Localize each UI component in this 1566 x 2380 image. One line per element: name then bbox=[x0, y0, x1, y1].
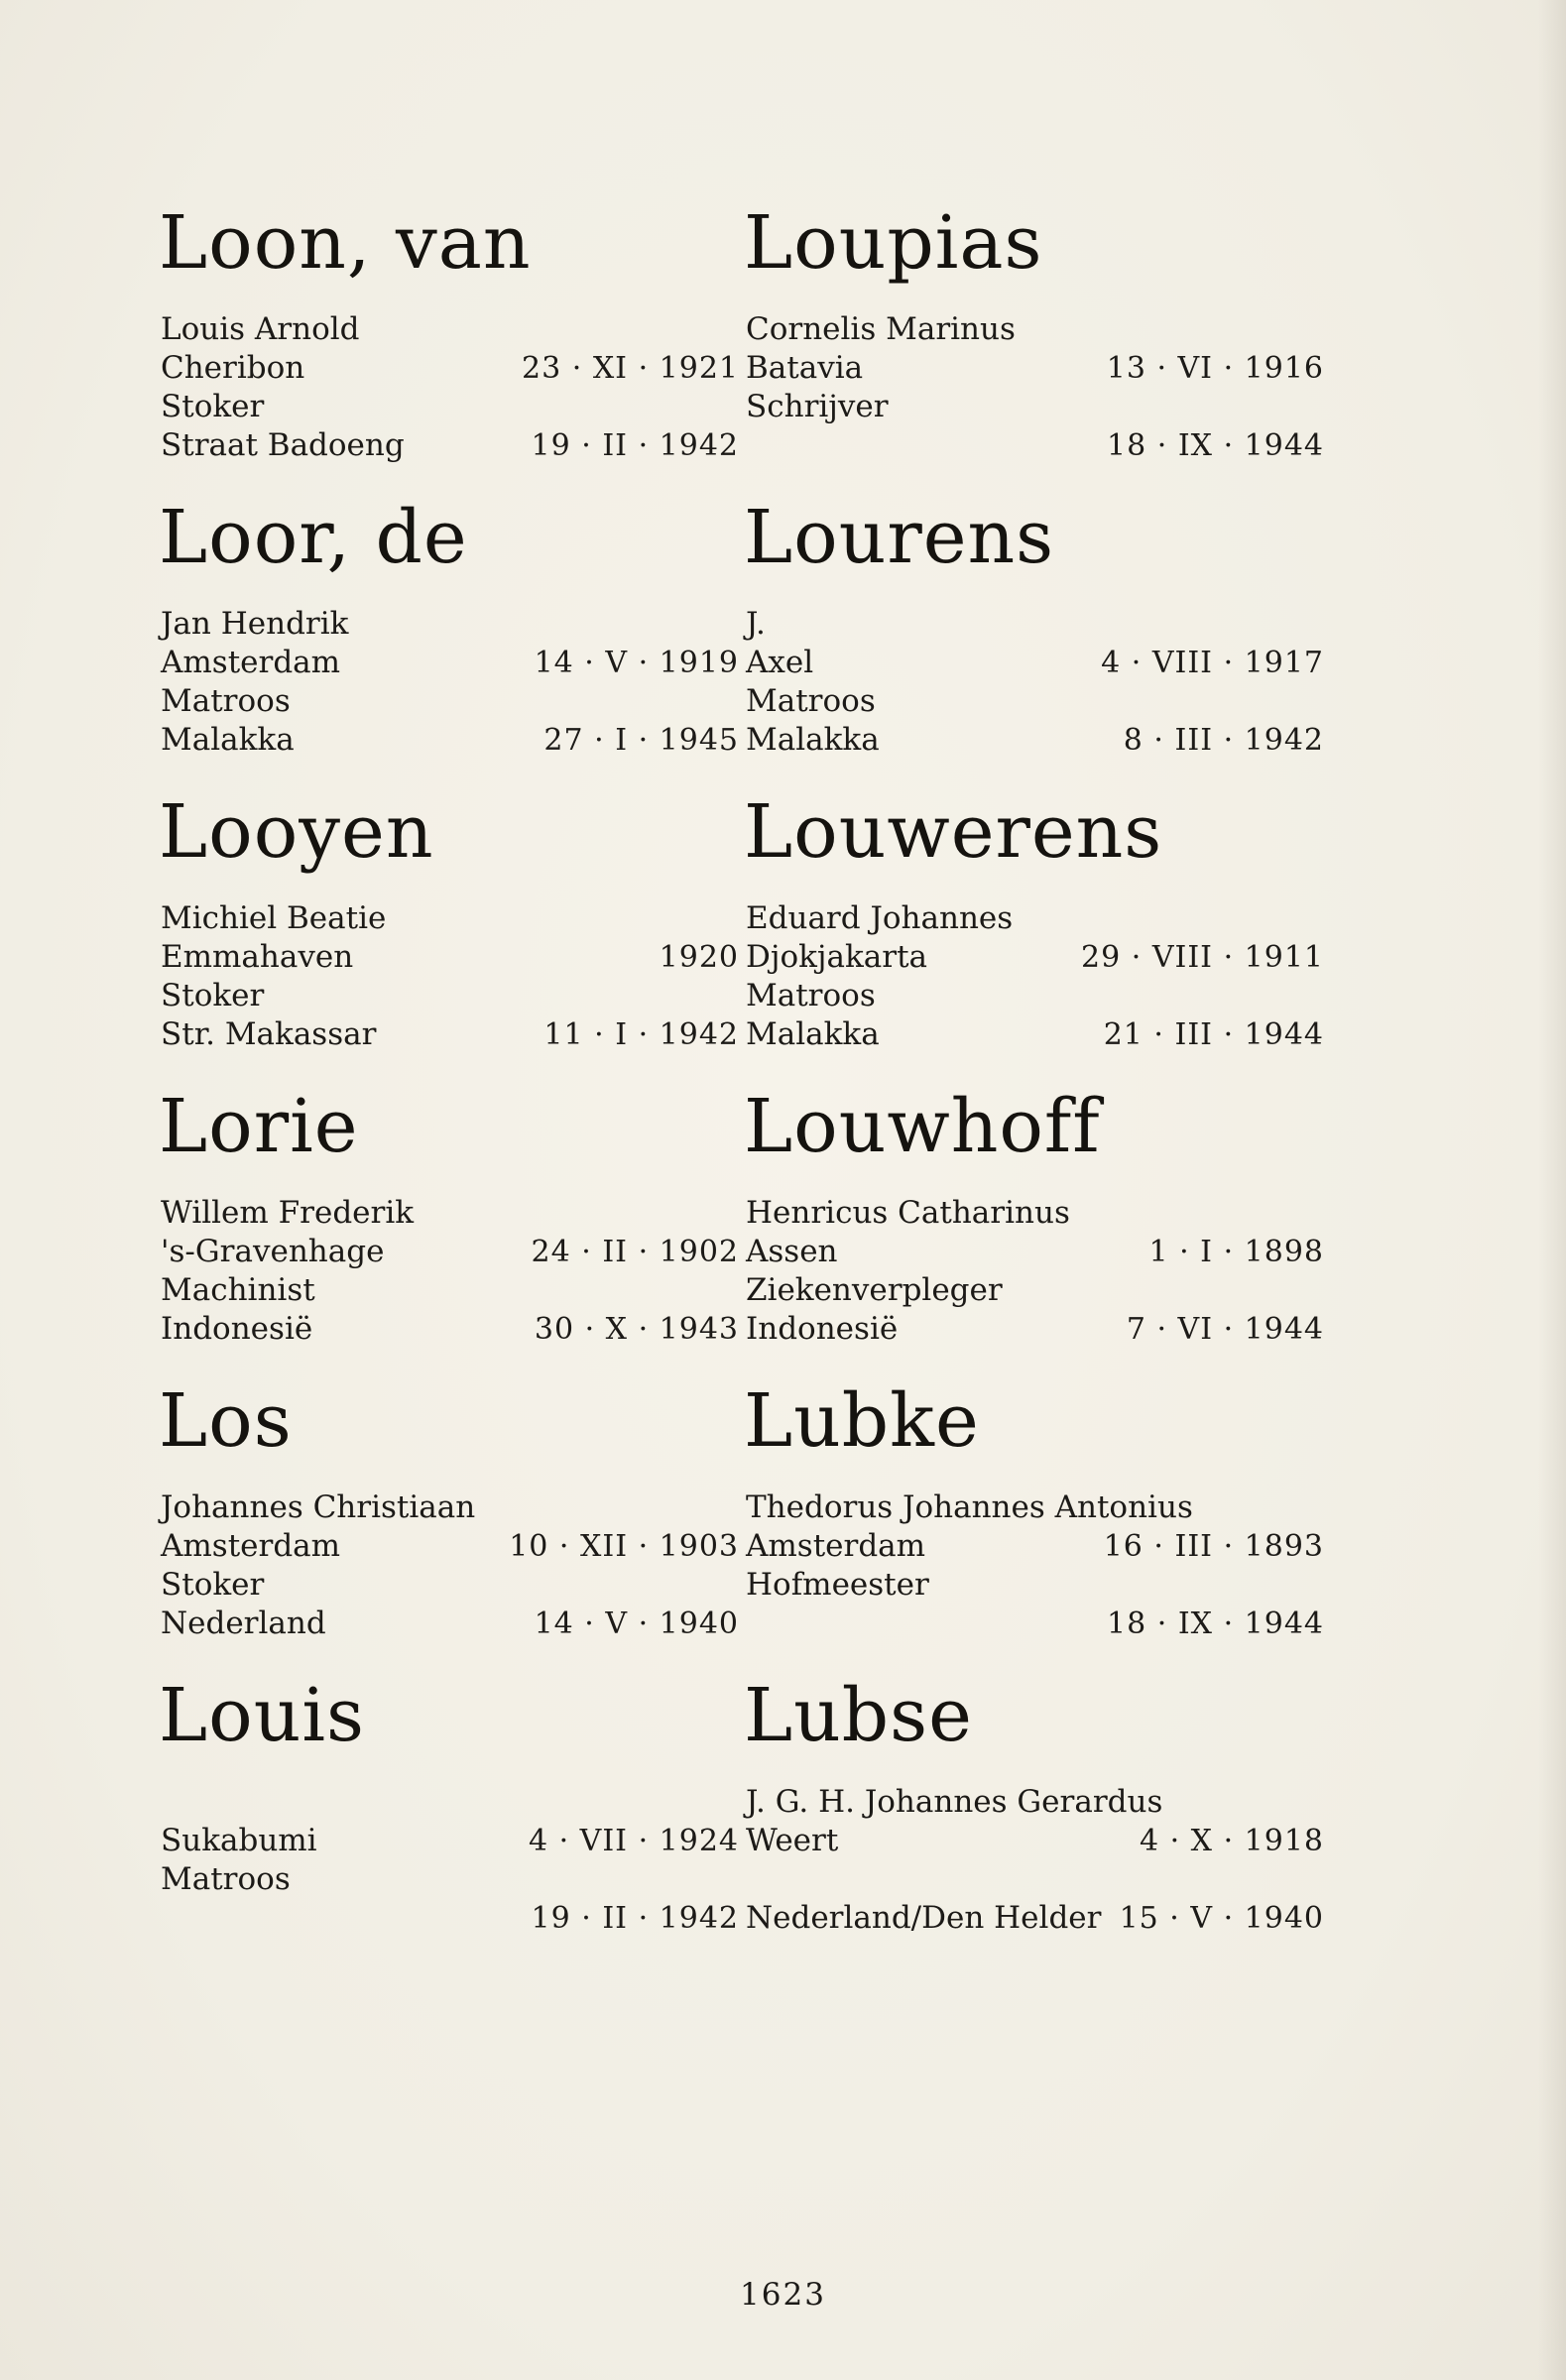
entry-line bbox=[744, 1783, 1324, 1822]
entry-text: Nederland/Den Helder bbox=[746, 1900, 1102, 1936]
entry-date: 24 · II · 1902 bbox=[531, 1235, 739, 1269]
entry-text: Matroos bbox=[746, 978, 876, 1013]
surname-heading: Loupias bbox=[744, 200, 1043, 286]
entry-date: 16 · III · 1893 bbox=[1103, 1529, 1324, 1564]
entry-text: Matroos bbox=[161, 1861, 291, 1897]
entry-date: 1920 bbox=[659, 940, 739, 975]
name-entry bbox=[159, 1666, 739, 1961]
entry-text: Hofmeester bbox=[746, 1567, 929, 1603]
entry-date: 13 · VI · 1916 bbox=[1106, 351, 1324, 386]
entry-date: 30 · X · 1943 bbox=[534, 1312, 739, 1347]
entry-line bbox=[159, 1822, 739, 1860]
entry-line bbox=[744, 1194, 1324, 1233]
entry-line bbox=[744, 721, 1324, 760]
entry-text: J. G. H. Johannes Gerardus bbox=[746, 1784, 1163, 1820]
entry-line bbox=[744, 1310, 1324, 1349]
entry-text: Amsterdam bbox=[746, 1528, 926, 1564]
entry-text: Stoker bbox=[161, 389, 265, 424]
entry-text: Matroos bbox=[746, 683, 876, 719]
entry-text: Jan Hendrik bbox=[161, 606, 349, 642]
entry-text: Batavia bbox=[746, 350, 864, 386]
entry-line bbox=[744, 388, 1324, 426]
entry-text: J. bbox=[746, 606, 766, 642]
entry-line bbox=[159, 1860, 739, 1899]
entry-line bbox=[159, 977, 739, 1015]
entry-date: 14 · V · 1940 bbox=[534, 1606, 739, 1641]
entry-date: 4 · VII · 1924 bbox=[528, 1824, 739, 1858]
surname-heading: Lorie bbox=[159, 1084, 359, 1169]
entry-line bbox=[744, 1899, 1324, 1938]
entry-line bbox=[159, 1783, 739, 1822]
entry-text: Johannes Christiaan bbox=[161, 1489, 476, 1525]
entry-date: 19 · II · 1942 bbox=[531, 428, 739, 463]
entry-line bbox=[159, 1271, 739, 1310]
entry-line bbox=[744, 1015, 1324, 1054]
entry-text: Cornelis Marinus bbox=[746, 311, 1016, 347]
surname-heading: Louis bbox=[159, 1673, 365, 1758]
entry-text: Michiel Beatie bbox=[161, 900, 387, 936]
entry-text: Str. Makassar bbox=[161, 1016, 377, 1052]
entry-line bbox=[159, 899, 739, 938]
left-column bbox=[159, 193, 739, 1961]
entry-line bbox=[744, 977, 1324, 1015]
surname-heading: Louwerens bbox=[744, 789, 1163, 875]
entry-text: Malakka bbox=[746, 1016, 880, 1052]
entry-text: Straat Badoeng bbox=[161, 427, 405, 463]
entry-line bbox=[159, 1194, 739, 1233]
name-entry bbox=[744, 488, 1324, 782]
name-entry bbox=[159, 782, 739, 1077]
name-entry bbox=[159, 1077, 739, 1371]
name-entry bbox=[159, 1371, 739, 1666]
entry-line bbox=[744, 1527, 1324, 1566]
entry-line bbox=[159, 388, 739, 426]
entry-date: 23 · XI · 1921 bbox=[522, 351, 739, 386]
entry-text: Louis Arnold bbox=[161, 311, 360, 347]
surname-heading: Louwhoff bbox=[744, 1084, 1101, 1169]
entry-line bbox=[744, 1566, 1324, 1605]
entry-line bbox=[744, 938, 1324, 977]
entry-line bbox=[159, 310, 739, 349]
entry-line bbox=[744, 1860, 1324, 1899]
entry-date: 18 · IX · 1944 bbox=[1107, 428, 1324, 463]
entry-line bbox=[159, 1015, 739, 1054]
entry-text: Assen bbox=[746, 1234, 838, 1269]
name-entry bbox=[744, 782, 1324, 1077]
entry-line bbox=[159, 1527, 739, 1566]
surname-heading: Loor, de bbox=[159, 495, 468, 580]
surname-heading: Looyen bbox=[159, 789, 434, 875]
entry-line bbox=[744, 349, 1324, 388]
entry-text: Cheribon bbox=[161, 350, 305, 386]
entry-line bbox=[159, 426, 739, 465]
entry-text: Ziekenverpleger bbox=[746, 1272, 1003, 1308]
entry-text: Stoker bbox=[161, 978, 265, 1013]
entry-date: 14 · V · 1919 bbox=[534, 646, 739, 680]
name-entry bbox=[744, 1666, 1324, 1961]
entry-date: 18 · IX · 1944 bbox=[1107, 1606, 1324, 1641]
entry-date: 29 · VIII · 1911 bbox=[1081, 940, 1324, 975]
entry-date: 7 · VI · 1944 bbox=[1126, 1312, 1324, 1347]
name-entry bbox=[744, 1371, 1324, 1666]
surname-heading: Lourens bbox=[744, 495, 1055, 580]
entry-line bbox=[159, 1566, 739, 1605]
entry-line bbox=[159, 1310, 739, 1349]
entry-line bbox=[744, 426, 1324, 465]
entry-line bbox=[159, 1605, 739, 1643]
entry-text: Malakka bbox=[161, 722, 295, 758]
entry-line bbox=[159, 938, 739, 977]
entry-text: Djokjakarta bbox=[746, 939, 928, 975]
entry-line bbox=[744, 310, 1324, 349]
entry-text: Axel bbox=[746, 645, 814, 680]
entry-text: Willem Frederik bbox=[161, 1195, 415, 1231]
entry-text: Indonesië bbox=[746, 1311, 899, 1347]
entry-date: 11 · I · 1942 bbox=[543, 1017, 739, 1052]
name-entry bbox=[744, 193, 1324, 488]
entry-line bbox=[159, 682, 739, 721]
entry-line bbox=[744, 644, 1324, 682]
entry-text: Eduard Johannes bbox=[746, 900, 1014, 936]
entry-text: Thedorus Johannes Antonius bbox=[746, 1489, 1193, 1525]
entry-text: Stoker bbox=[161, 1567, 265, 1603]
entry-text: Indonesië bbox=[161, 1311, 313, 1347]
name-entry bbox=[744, 1077, 1324, 1371]
surname-heading: Loon, van bbox=[159, 200, 532, 286]
entry-line bbox=[744, 1822, 1324, 1860]
entry-text: Schrijver bbox=[746, 389, 889, 424]
entry-date: 8 · III · 1942 bbox=[1123, 723, 1324, 758]
entry-date: 4 · X · 1918 bbox=[1139, 1824, 1324, 1858]
entry-line bbox=[159, 721, 739, 760]
entry-date: 19 · II · 1942 bbox=[531, 1901, 739, 1936]
entry-date: 4 · VIII · 1917 bbox=[1101, 646, 1324, 680]
entry-line bbox=[744, 899, 1324, 938]
entry-line bbox=[744, 682, 1324, 721]
entry-line bbox=[159, 1899, 739, 1938]
entry-text: Nederland bbox=[161, 1606, 326, 1641]
entry-text: Amsterdam bbox=[161, 645, 341, 680]
entry-line bbox=[159, 605, 739, 644]
entry-line bbox=[159, 644, 739, 682]
entry-line bbox=[744, 1605, 1324, 1643]
entry-date: 15 · V · 1940 bbox=[1119, 1901, 1324, 1936]
entry-text: Emmahaven bbox=[161, 939, 354, 975]
name-entry bbox=[159, 193, 739, 488]
entry-text: Amsterdam bbox=[161, 1528, 341, 1564]
entry-line bbox=[744, 1233, 1324, 1271]
entry-line bbox=[744, 1488, 1324, 1527]
entry-text: Malakka bbox=[746, 722, 880, 758]
surname-heading: Lubke bbox=[744, 1378, 980, 1464]
entry-line bbox=[744, 1271, 1324, 1310]
right-column bbox=[744, 193, 1324, 1961]
page-number: 1623 bbox=[740, 2277, 826, 2313]
surname-heading: Lubse bbox=[744, 1673, 973, 1758]
entry-date: 21 · III · 1944 bbox=[1103, 1017, 1324, 1052]
entry-text: Weert bbox=[746, 1823, 839, 1858]
entry-line bbox=[159, 1233, 739, 1271]
name-entry bbox=[159, 488, 739, 782]
entry-date: 10 · XII · 1903 bbox=[509, 1529, 739, 1564]
entry-line bbox=[744, 605, 1324, 644]
entry-line bbox=[159, 1488, 739, 1527]
entry-date: 1 · I · 1898 bbox=[1148, 1235, 1324, 1269]
surname-heading: Los bbox=[159, 1378, 293, 1464]
entry-date: 27 · I · 1945 bbox=[543, 723, 739, 758]
entry-text: 's-Gravenhage bbox=[161, 1234, 385, 1269]
entry-text: Matroos bbox=[161, 683, 291, 719]
entry-text: Henricus Catharinus bbox=[746, 1195, 1070, 1231]
entry-line bbox=[159, 349, 739, 388]
page-edge-shadow bbox=[1538, 0, 1566, 2380]
entry-text: Machinist bbox=[161, 1272, 315, 1308]
entry-text: Sukabumi bbox=[161, 1823, 317, 1858]
